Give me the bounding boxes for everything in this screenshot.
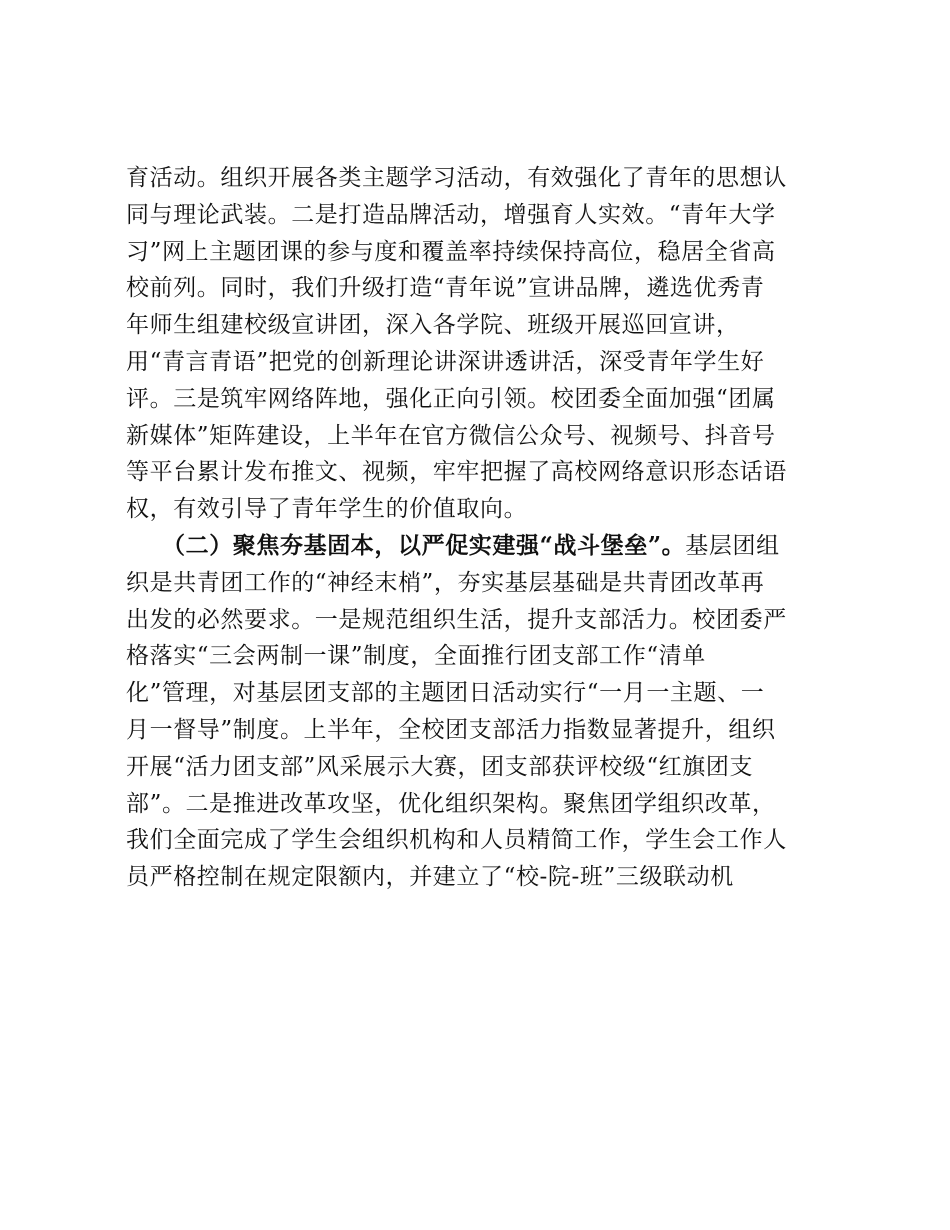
section-heading: （二）聚焦夯基固本，以严促实建强“战斗堡垒”。: [162, 531, 686, 559]
text-line: 月一督导”制度。上半年，全校团支部活力指数显著提升，组织: [126, 716, 776, 743]
text-line: 权，有效引导了青年学生的价值取向。: [126, 496, 528, 523]
text-line: 用“青言青语”把党的创新理论讲深讲透讲活，深受青年学生好: [126, 348, 765, 375]
text-line: 部”。二是推进改革攻坚，优化组织架构。聚焦团学组织改革，: [126, 790, 776, 817]
text-line: 出发的必然要求。一是规范组织生活，提升支部活力。校团委严: [126, 606, 787, 633]
text-line: 开展“活力团支部”风采展示大赛，团支部获评校级“红旗团支: [126, 753, 754, 780]
body-text: [126, 160, 836, 896]
section-heading-line: [126, 528, 836, 565]
text-line: 等平台累计发布推文、视频，牢牢把握了高校网络意识形态话语: [126, 459, 787, 486]
text-line: 年师生组建校级宣讲团，深入各学院、班级开展巡回宣讲，: [126, 312, 740, 339]
text-line: 新媒体”矩阵建设，上半年在官方微信公众号、视频号、抖音号: [126, 422, 776, 449]
text-line: 我们全面完成了学生会组织机构和人员精简工作，学生会工作人: [126, 827, 787, 854]
text-line: 格落实“三会两制一课”制度，全面推行团支部工作“清单: [126, 643, 706, 670]
text-line: 化”管理，对基层团支部的主题团日活动实行“一月一主题、一: [126, 680, 765, 707]
text-line: 校前列。同时，我们升级打造“青年说”宣讲品牌，遴选优秀青: [126, 275, 765, 302]
text-line: 育活动。组织开展各类主题学习活动，有效强化了青年的思想认: [126, 165, 787, 191]
text-line: 员严格控制在规定限额内，并建立了“校-院-班”三级联动机: [126, 864, 734, 891]
text-run: 基层团组: [685, 532, 780, 559]
text-line: 习”网上主题团课的参与度和覆盖率持续保持高位，稳居全省高: [126, 238, 776, 265]
text-line: 同与理论武装。二是打造品牌活动，增强育人实效。“青年大学: [126, 201, 776, 228]
text-line: 织是共青团工作的“神经末梢”，夯实基层基础是共青团改革再: [126, 569, 765, 596]
text-line: 评。三是筑牢网络阵地，强化正向引领。校团委全面加强“团属: [126, 385, 776, 412]
